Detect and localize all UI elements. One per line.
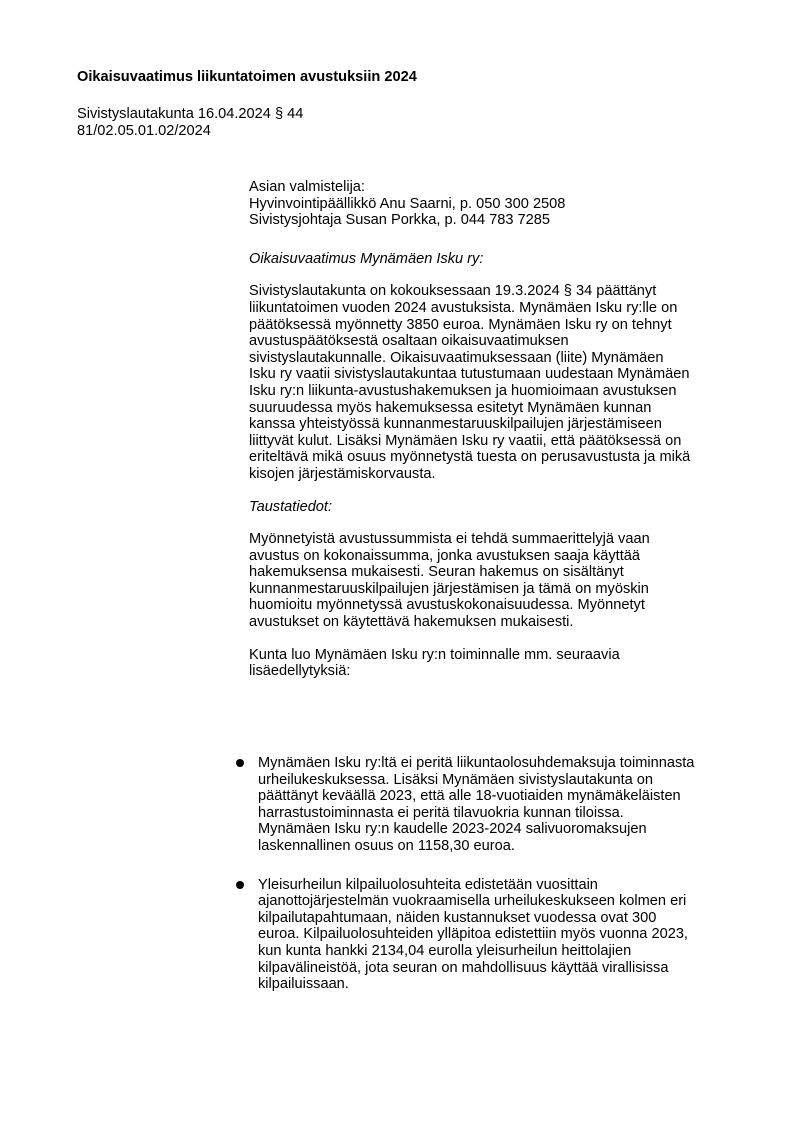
- preparer-line: Hyvinvointipäällikkö Anu Saarni, p. 050 300 2508: [249, 195, 566, 212]
- bullet-line: euroa. Kilpailuolosuhteiden ylläpitoa edistettiin myös vuonna 2023,: [258, 926, 688, 943]
- conditions-list: [232, 755, 752, 993]
- meeting-line: Sivistyslautakunta 16.04.2024 § 44: [77, 106, 304, 122]
- paragraph-line: Isku ry:n liikunta-avustushakemuksen ja huomioimaan avustuksen: [249, 382, 677, 399]
- bullet-line: Mynämäen Isku ry:n kaudelle 2023-2024 salivuoromaksujen: [258, 821, 647, 838]
- bullet-line: harrastustoiminnasta ei peritä tilavuokria kunnan tiloissa.: [258, 804, 624, 821]
- claim-paragraph: [249, 283, 739, 482]
- paragraph-line: sivistyslautakunnalle. Oikaisuvaatimuksessaan (liite) Mynämäen: [249, 349, 664, 366]
- list-item: [232, 877, 752, 993]
- background-paragraph-1: [249, 531, 739, 631]
- paragraph-line: lisäedellytyksiä:: [249, 663, 351, 680]
- paragraph-line: avustus on kokonaissumma, jonka avustuksen saaja käyttää: [249, 547, 641, 564]
- background-section: [249, 499, 739, 680]
- paragraph-line: Myönnetyistä avustussummista ei tehdä summaerittelyjä vaan: [249, 531, 650, 548]
- claim-heading: Oikaisuvaatimus Mynämäen Isku ry:: [249, 250, 484, 267]
- bullet-line: kilpailuissaan.: [258, 976, 349, 993]
- preparer-line: Sivistysjohtaja Susan Porkka, p. 044 783 7285: [249, 212, 550, 229]
- background-paragraph-2: [249, 647, 739, 680]
- paragraph-line: Sivistyslautakunta on kokouksessaan 19.3.2024 § 34 päättänyt: [249, 283, 657, 300]
- preparers-heading: Asian valmistelija:: [249, 179, 365, 195]
- bullet-line: urheilukeskuksessa. Lisäksi Mynämäen sivistyslautakunta on: [258, 771, 654, 788]
- bullet-line: kilpailutapahtumaan, näiden kustannukset vuodessa ovat 300: [258, 909, 657, 926]
- bullet-line: kilpavälineistöä, jota seuran on mahdollisuus käyttää virallisissa: [258, 959, 669, 976]
- bullet-line: Mynämäen Isku ry:ltä ei peritä liikuntaolosuhdemaksuja toiminnasta: [258, 755, 695, 771]
- bullet-line: kun kunta hankki 2134,04 eurolla yleisurheilun heittolajien: [258, 942, 632, 959]
- paragraph-line: hakemuksensa mukaisesti. Seuran hakemus on sisältänyt: [249, 564, 624, 581]
- list-item: [232, 755, 752, 855]
- bullet-line: ajanottojärjestelmän vuokraamisella urheilukeskukseen kolmen eri: [258, 893, 687, 910]
- paragraph-line: avustukset on käytettävä hakemuksen mukaisesti.: [249, 614, 574, 631]
- paragraph-line: avustuspäätöksestä osaltaan oikaisuvaatimuksen: [249, 333, 569, 350]
- paragraph-line: huomioitu myönnetyssä avustuskokonaisuudessa. Myönnetyt: [249, 597, 645, 614]
- paragraph-line: eriteltävä mikä osuus myönnetystä tuesta on perusavustusta ja mikä: [249, 449, 691, 466]
- preparers-block: [249, 179, 739, 229]
- meeting-info: [77, 106, 303, 139]
- paragraph-line: Kunta luo Mynämäen Isku ry:n toiminnalle mm. seuraavia: [249, 646, 620, 663]
- bullet-line: laskennallinen osuus on 1158,30 euroa.: [258, 837, 515, 854]
- paragraph-line: liittyvät kulut. Lisäksi Mynämäen Isku ry vaatii, että päätöksessä on: [249, 432, 682, 449]
- document-body: [249, 179, 739, 680]
- paragraph-line: päätöksessä myönnetty 3850 euroa. Mynämäen Isku ry on tehnyt: [249, 316, 672, 333]
- bullet-icon: [236, 881, 244, 889]
- claim-section: [249, 251, 739, 483]
- bullet-icon: [236, 759, 244, 767]
- document-title: Oikaisuvaatimus liikuntatoimen avustuksiin 2024: [77, 69, 417, 85]
- bullet-line: päättänyt keväällä 2023, että alle 18-vuotiaiden mynämäkeläisten: [258, 788, 681, 805]
- paragraph-line: kanssa yhteistyössä kunnanmestaruuskilpailujen järjestämiseen: [249, 416, 662, 433]
- background-heading: Taustatiedot:: [249, 498, 333, 515]
- bullet-line: Yleisurheilun kilpailuolosuhteita edistetään vuosittain: [258, 876, 598, 893]
- paragraph-line: liikuntatoimen vuoden 2024 avustuksista. Mynämäen Isku ry:lle on: [249, 299, 678, 316]
- paragraph-line: kisojen järjestämiskorvausta.: [249, 465, 436, 482]
- paragraph-line: Isku ry vaatii sivistyslautakuntaa tutustumaan uudestaan Mynämäen: [249, 366, 690, 383]
- reference-number: 81/02.05.01.02/2024: [77, 122, 211, 139]
- paragraph-line: kunnanmestaruuskilpailujen järjestämisen ja tämä on myöskin: [249, 580, 649, 597]
- paragraph-line: suuruudessa myös hakemuksessa esitetyt Mynämäen kunnan: [249, 399, 652, 416]
